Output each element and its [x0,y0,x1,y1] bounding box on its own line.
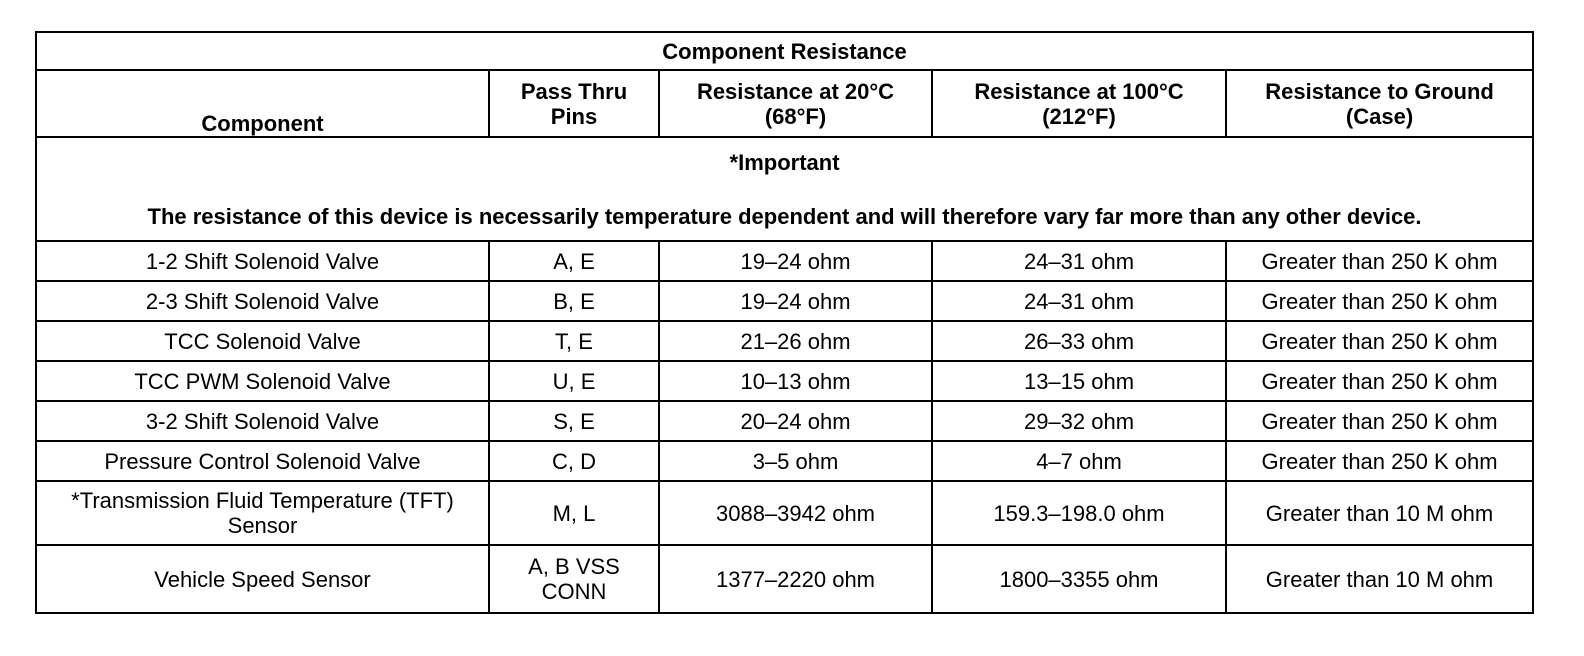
cell-component: 3-2 Shift Solenoid Valve [36,401,489,441]
table-header-row [36,70,1533,137]
cell-r100: 159.3–198.0 ohm [932,481,1226,545]
cell-pins: C, D [489,441,659,481]
cell-component: Pressure Control Solenoid Valve [36,441,489,481]
cell-r20: 19–24 ohm [659,241,932,281]
cell-ground: Greater than 250 K ohm [1226,281,1533,321]
cell-component: TCC Solenoid Valve [36,321,489,361]
cell-r20: 21–26 ohm [659,321,932,361]
component-resistance-table [35,31,1534,614]
cell-r20: 1377–2220 ohm [659,545,932,613]
cell-ground: Greater than 10 M ohm [1226,545,1533,613]
cell-pins: S, E [489,401,659,441]
cell-r100: 1800–3355 ohm [932,545,1226,613]
header-resistance-20c [659,70,932,137]
table-title: Component Resistance [36,32,1533,70]
cell-component: 1-2 Shift Solenoid Valve [36,241,489,281]
cell-r20: 3–5 ohm [659,441,932,481]
cell-r100: 13–15 ohm [932,361,1226,401]
cell-pins: U, E [489,361,659,401]
header-r100-line2: (212°F) [1042,103,1116,129]
header-r100-line1: Resistance at 100°C [974,78,1184,104]
cell-pins: B, E [489,281,659,321]
header-ground-line1: Resistance to Ground [1265,78,1494,104]
cell-component: TCC PWM Solenoid Valve [36,361,489,401]
cell-component: 2-3 Shift Solenoid Valve [36,281,489,321]
cell-component [36,481,489,545]
cell-component-line2: Sensor [227,513,298,538]
table-row [36,361,1533,401]
table-row [36,281,1533,321]
table-title-row [36,32,1533,70]
cell-r100: 24–31 ohm [932,241,1226,281]
header-resistance-ground [1226,70,1533,137]
header-ground-line2: (Case) [1345,103,1414,129]
cell-ground: Greater than 250 K ohm [1226,361,1533,401]
cell-ground: Greater than 250 K ohm [1226,441,1533,481]
cell-ground: Greater than 10 M ohm [1226,481,1533,545]
cell-pins: A, E [489,241,659,281]
cell-component-line1: *Transmission Fluid Temperature (TFT) [71,488,454,513]
header-r20-line1: Resistance at 20°C [696,78,895,104]
important-note-row [36,137,1533,241]
header-resistance-100c [932,70,1226,137]
important-note [36,137,1533,241]
cell-pins [489,545,659,613]
note-text: The resistance of this device is necessarily temperature dependent and will therefore vary far more than any other device. [147,203,1422,229]
header-pins-line2: Pins [550,103,598,129]
cell-r100: 24–31 ohm [932,281,1226,321]
table-row [36,401,1533,441]
cell-component: Vehicle Speed Sensor [36,545,489,613]
cell-ground: Greater than 250 K ohm [1226,241,1533,281]
table-row [36,545,1533,613]
header-pins [489,70,659,137]
cell-pins-line2: CONN [541,579,607,604]
cell-r100: 4–7 ohm [932,441,1226,481]
header-r20-line2: (68°F) [764,103,827,129]
table-row [36,321,1533,361]
header-pins-line1: Pass Thru [520,78,628,104]
cell-pins: T, E [489,321,659,361]
note-title: *Important [729,149,840,175]
cell-r100: 29–32 ohm [932,401,1226,441]
cell-r20: 10–13 ohm [659,361,932,401]
cell-r20: 3088–3942 ohm [659,481,932,545]
table-row [36,241,1533,281]
header-component: Component [36,70,489,137]
cell-r20: 19–24 ohm [659,281,932,321]
cell-ground: Greater than 250 K ohm [1226,401,1533,441]
cell-r100: 26–33 ohm [932,321,1226,361]
table-row [36,441,1533,481]
cell-ground: Greater than 250 K ohm [1226,321,1533,361]
cell-r20: 20–24 ohm [659,401,932,441]
table-row [36,481,1533,545]
cell-pins-line1: A, B VSS [528,554,620,579]
cell-pins: M, L [489,481,659,545]
